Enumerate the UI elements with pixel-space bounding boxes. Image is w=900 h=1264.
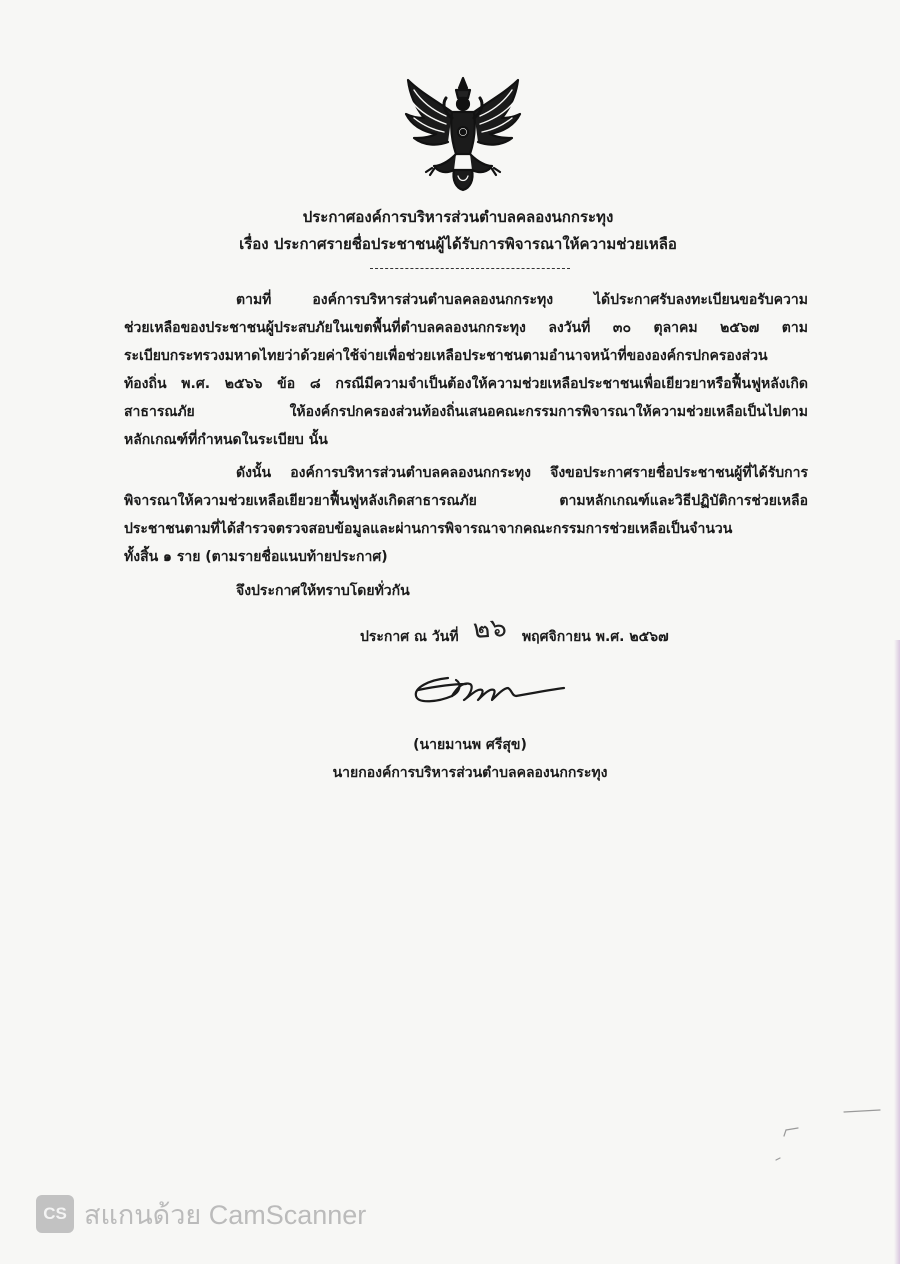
announcement-subject: เรื่อง ประกาศรายชื่อประชาชนผู้ได้รับการพิจารณาให้ความช่วยเหลือ <box>239 235 677 253</box>
paragraph-1-line-5: สาธารณภัย ให้องค์กรปกครองส่วนท้องถิ่นเสนอคณะกรรมการพิจารณาให้ความช่วยเหลือเป็นไปตาม <box>124 404 808 420</box>
watermark-text: สแกนด้วย CamScanner <box>84 1199 367 1230</box>
closing-statement: จึงประกาศให้ทราบโดยทั่วกัน <box>236 583 410 599</box>
garuda-emblem-icon <box>400 72 526 194</box>
paragraph-2-line-2: พิจารณาให้ความช่วยเหลือเยียวยาฟื้นฟูหลังเกิดสาธารณภัย ตามหลักเกณฑ์และวิธีปฏิบัติการช่วยเหลือ <box>124 493 808 509</box>
paragraph-1-line-6: หลักเกณฑ์ที่กำหนดในระเบียบ นั้น <box>124 432 328 448</box>
paragraph-2-line-3: ประชาชนตามที่ได้สำรวจตรวจสอบข้อมูลและผ่านการพิจารณาจากคณะกรรมการช่วยเหลือเป็นจำนวน <box>124 521 733 537</box>
paragraph-1-line-2: ช่วยเหลือของประชาชนผู้ประสบภัยในเขตพื้นที่ตำบลคลองนกกระทุง ลงวันที่ ๓๐ ตุลาคม ๒๕๖๗ ตาม <box>124 320 808 336</box>
paragraph-1-line-1: ตามที่ องค์การบริหารส่วนตำบลคลองนกกระทุง ได้ประกาศรับลงทะเบียนขอรับความ <box>236 292 808 308</box>
camscanner-watermark <box>36 1194 366 1234</box>
date-day-handwritten: ๒๖ <box>472 612 509 646</box>
signature-icon <box>408 666 568 712</box>
camscanner-logo-icon: CS <box>36 1195 74 1233</box>
signer-name: (นายมานพ ศรีสุข) <box>413 737 527 753</box>
scan-artifact <box>772 1100 882 1170</box>
date-suffix: พฤศจิกายน พ.ศ. ๒๕๖๗ <box>521 629 669 645</box>
paragraph-2-line-4: ทั้งสิ้น ๑ ราย (ตามรายชื่อแนบท้ายประกาศ) <box>124 549 388 565</box>
announcement-date <box>360 612 669 653</box>
announcement-title: ประกาศองค์การบริหารส่วนตำบลคลองนกกระทุง <box>302 208 614 226</box>
date-prefix: ประกาศ ณ วันที่ <box>360 629 459 645</box>
paragraph-2-line-1: ดังนั้น องค์การบริหารส่วนตำบลคลองนกกระทุง จึงขอประกาศรายชื่อประชาชนผู้ที่ได้รับการ <box>236 465 808 481</box>
paragraph-1-line-4: ท้องถิ่น พ.ศ. ๒๕๖๖ ข้อ ๘ กรณีมีความจำเป็นต้องให้ความช่วยเหลือประชาชนเพื่อเยียวยาหรือฟื้นฟูหลังเกิด <box>124 376 808 392</box>
title-divider <box>370 268 570 269</box>
paragraph-1-line-3: ระเบียบกระทรวงมหาดไทยว่าด้วยค่าใช้จ่ายเพื่อช่วยเหลือประชาชนตามอำนาจหน้าที่ขององค์กรปกครองส่วน <box>124 348 768 364</box>
signer-title: นายกองค์การบริหารส่วนตำบลคลองนกกระทุง <box>332 765 608 781</box>
